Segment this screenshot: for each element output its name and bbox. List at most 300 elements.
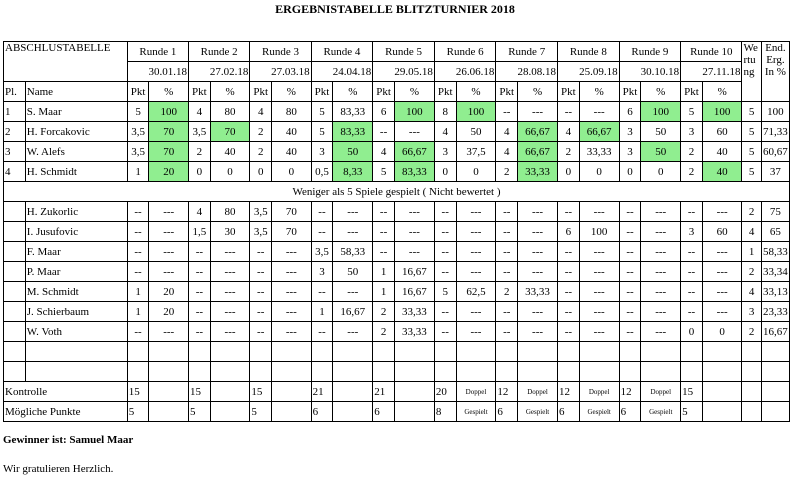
percent-cell: --- (579, 262, 619, 282)
empty-cell (619, 362, 641, 382)
points-cell: 4 (558, 122, 580, 142)
empty-cell (742, 382, 761, 402)
percent-cell-highlight: 33,33 (518, 162, 558, 182)
round-name: Runde 6 (434, 42, 496, 62)
points-cell: -- (434, 322, 456, 342)
percent-cell: --- (456, 302, 496, 322)
points-cell: -- (619, 302, 641, 322)
percent-cell: --- (333, 322, 373, 342)
wertung-cell: 1 (742, 242, 761, 262)
percent-cell: --- (641, 322, 681, 342)
points-cell: 2 (373, 322, 395, 342)
empty-cell (373, 362, 395, 382)
table-label: ABSCHLUSTABELLE (4, 42, 128, 82)
percent-cell: 70 (272, 222, 312, 242)
percent-cell: --- (641, 222, 681, 242)
summary-note (394, 382, 434, 402)
summary-value: 5 (250, 402, 272, 422)
summary-note (149, 382, 189, 402)
percent-cell: --- (641, 282, 681, 302)
percent-cell: 20 (149, 302, 189, 322)
round-date: 25.09.18 (558, 62, 620, 82)
not-rated-note: Weniger als 5 Spiele gespielt ( Nicht bewertet ) (4, 182, 790, 202)
points-cell: 5 (311, 102, 333, 122)
points-cell: 3 (619, 122, 641, 142)
empty-cell (394, 362, 434, 382)
summary-value: 12 (496, 382, 518, 402)
place-cell: 3 (4, 142, 26, 162)
points-cell: -- (373, 222, 395, 242)
empty-cell (25, 342, 127, 362)
empty-cell (25, 362, 127, 382)
empty-cell (311, 342, 333, 362)
points-cell: -- (250, 282, 272, 302)
points-cell: 2 (250, 142, 272, 162)
percent-cell: --- (456, 222, 496, 242)
percent-cell: --- (333, 202, 373, 222)
percent-cell: --- (579, 202, 619, 222)
points-cell: 4 (496, 122, 518, 142)
points-cell: -- (434, 202, 456, 222)
points-header: Pkt (311, 82, 333, 102)
percent-cell: 80 (210, 102, 250, 122)
percent-cell: 70 (272, 202, 312, 222)
player-name: H. Zukorlic (25, 202, 127, 222)
percent-cell: --- (702, 302, 742, 322)
percent-cell-highlight: 70 (149, 142, 189, 162)
percent-cell: --- (149, 222, 189, 242)
end-result-cell: 37 (761, 162, 789, 182)
end-result-cell: 75 (761, 202, 789, 222)
table-row (4, 282, 790, 302)
player-name: P. Maar (25, 262, 127, 282)
points-cell: -- (127, 202, 149, 222)
points-cell: -- (619, 222, 641, 242)
percent-cell: 40 (272, 122, 312, 142)
percent-cell: 100 (579, 222, 619, 242)
empty-cell (681, 362, 703, 382)
points-header: Pkt (496, 82, 518, 102)
round-date: 27.02.18 (189, 62, 250, 82)
possible-points-row-label: Mögliche Punkte (4, 402, 128, 422)
place-cell (4, 222, 26, 242)
table-row (4, 302, 790, 322)
points-cell: -- (434, 242, 456, 262)
points-cell: -- (189, 262, 211, 282)
points-cell: -- (496, 302, 518, 322)
percent-cell-highlight: 50 (333, 142, 373, 162)
empty-cell (558, 362, 580, 382)
empty-cell (496, 342, 518, 362)
percent-cell: 60 (702, 122, 742, 142)
points-cell: -- (619, 202, 641, 222)
round-name: Runde 1 (127, 42, 188, 62)
points-cell: 1,5 (189, 222, 211, 242)
percent-cell-highlight: 83,33 (333, 122, 373, 142)
empty-row (4, 342, 790, 362)
winner-text: Gewinner ist: Samuel Maar (3, 434, 134, 446)
empty-cell (311, 362, 333, 382)
percent-cell-highlight: 100 (394, 102, 434, 122)
points-cell: 5 (127, 102, 149, 122)
points-cell: 0 (681, 322, 703, 342)
empty-cell (702, 342, 742, 362)
points-cell: -- (434, 262, 456, 282)
percent-cell: 40 (272, 142, 312, 162)
points-cell: 5 (311, 122, 333, 142)
wertung-header: Wertung (742, 42, 761, 102)
empty-cell (272, 342, 312, 362)
percent-cell: --- (641, 242, 681, 262)
empty-cell (250, 342, 272, 362)
empty-cell (681, 342, 703, 362)
empty-cell (394, 342, 434, 362)
summary-value: 15 (127, 382, 149, 402)
name-header: Name (25, 82, 127, 102)
points-cell: 4 (250, 102, 272, 122)
percent-header: % (641, 82, 681, 102)
summary-value: 12 (558, 382, 580, 402)
percent-cell: 30 (210, 222, 250, 242)
percent-cell: --- (149, 322, 189, 342)
summary-note (272, 382, 312, 402)
percent-cell: --- (210, 302, 250, 322)
summary-value: 15 (681, 382, 703, 402)
summary-value: 6 (496, 402, 518, 422)
points-cell: -- (434, 302, 456, 322)
player-name: S. Maar (25, 102, 127, 122)
summary-value: 6 (558, 402, 580, 422)
wertung-cell: 5 (742, 162, 761, 182)
points-cell: 1 (311, 302, 333, 322)
table-row (4, 322, 790, 342)
points-cell: 2 (250, 122, 272, 142)
empty-cell (518, 342, 558, 362)
player-name: W. Alefs (25, 142, 127, 162)
points-cell: 4 (189, 202, 211, 222)
empty-cell (761, 382, 789, 402)
wertung-cell: 5 (742, 122, 761, 142)
empty-cell (149, 342, 189, 362)
round-name: Runde 2 (189, 42, 250, 62)
points-cell: -- (189, 282, 211, 302)
percent-cell: 80 (272, 102, 312, 122)
percent-cell-highlight: 100 (149, 102, 189, 122)
wertung-cell: 3 (742, 302, 761, 322)
points-cell: -- (558, 102, 580, 122)
header-row-columns (4, 82, 790, 102)
percent-cell: 0 (210, 162, 250, 182)
points-cell: -- (311, 202, 333, 222)
percent-cell-highlight: 100 (641, 102, 681, 122)
points-header: Pkt (373, 82, 395, 102)
round-name: Runde 9 (619, 42, 681, 62)
percent-cell: 0 (579, 162, 619, 182)
player-name: H. Schmidt (25, 162, 127, 182)
points-cell: 5 (373, 162, 395, 182)
percent-cell: 33,33 (394, 302, 434, 322)
place-cell: 2 (4, 122, 26, 142)
end-result-cell: 33,13 (761, 282, 789, 302)
empty-cell (456, 362, 496, 382)
player-name: F. Maar (25, 242, 127, 262)
percent-cell: 40 (702, 142, 742, 162)
place-cell (4, 322, 26, 342)
table-row (4, 102, 790, 122)
summary-note (210, 402, 250, 422)
percent-header: % (272, 82, 312, 102)
percent-cell: 20 (149, 282, 189, 302)
points-cell: 2 (189, 142, 211, 162)
place-cell (4, 202, 26, 222)
round-date: 30.10.18 (619, 62, 681, 82)
percent-cell: --- (579, 282, 619, 302)
percent-header: % (579, 82, 619, 102)
percent-cell: --- (641, 202, 681, 222)
percent-cell: 40 (210, 142, 250, 162)
points-cell: 4 (189, 102, 211, 122)
empty-cell (742, 402, 761, 422)
points-cell: -- (681, 302, 703, 322)
empty-cell (619, 342, 641, 362)
points-cell: 3 (619, 142, 641, 162)
percent-header: % (702, 82, 742, 102)
table-row (4, 162, 790, 182)
end-result-cell: 100 (761, 102, 789, 122)
points-cell: 4 (373, 142, 395, 162)
points-cell: 6 (558, 222, 580, 242)
percent-cell: --- (518, 102, 558, 122)
points-cell: 2 (496, 162, 518, 182)
player-name: J. Schierbaum (25, 302, 127, 322)
percent-cell: --- (702, 242, 742, 262)
percent-cell: 80 (210, 202, 250, 222)
summary-value: 5 (189, 402, 211, 422)
summary-value: 6 (373, 402, 395, 422)
points-cell: -- (619, 262, 641, 282)
round-date: 28.08.18 (496, 62, 558, 82)
end-result-cell: 58,33 (761, 242, 789, 262)
table-row (4, 262, 790, 282)
points-cell: 3,5 (311, 242, 333, 262)
points-cell: 0 (434, 162, 456, 182)
percent-cell-highlight: 70 (149, 122, 189, 142)
round-date: 30.01.18 (127, 62, 188, 82)
percent-cell-highlight: 20 (149, 162, 189, 182)
empty-cell (127, 362, 149, 382)
place-cell (4, 302, 26, 322)
points-cell: -- (373, 122, 395, 142)
percent-cell-highlight: 100 (702, 102, 742, 122)
summary-note (210, 382, 250, 402)
percent-header: % (333, 82, 373, 102)
percent-cell: 16,67 (394, 282, 434, 302)
percent-cell: --- (456, 262, 496, 282)
round-name: Runde 3 (250, 42, 311, 62)
round-name: Runde 7 (496, 42, 558, 62)
percent-header: % (394, 82, 434, 102)
header-row-rounds (4, 42, 790, 62)
round-name: Runde 8 (558, 42, 620, 62)
percent-cell: --- (579, 102, 619, 122)
points-cell: -- (681, 202, 703, 222)
summary-value: 20 (434, 382, 456, 402)
points-cell: 2 (373, 302, 395, 322)
congrats-text: Wir gratulieren Herzlich. (3, 463, 114, 475)
empty-cell (4, 362, 26, 382)
percent-cell: --- (518, 202, 558, 222)
player-name: H. Forcakovic (25, 122, 127, 142)
percent-cell-highlight: 8,33 (333, 162, 373, 182)
percent-cell: --- (641, 262, 681, 282)
round-date: 24.04.18 (311, 62, 373, 82)
points-cell: -- (373, 202, 395, 222)
points-header: Pkt (189, 82, 211, 102)
wertung-cell: 4 (742, 222, 761, 242)
percent-header: % (518, 82, 558, 102)
summary-note: Gespielt (579, 402, 619, 422)
empty-cell (272, 362, 312, 382)
points-cell: -- (189, 322, 211, 342)
points-cell: -- (496, 102, 518, 122)
percent-cell-highlight: 66,67 (579, 122, 619, 142)
empty-cell (579, 342, 619, 362)
empty-cell (761, 402, 789, 422)
round-date: 27.11.18 (681, 62, 742, 82)
percent-cell: 0 (272, 162, 312, 182)
percent-cell: --- (333, 222, 373, 242)
points-cell: 2 (496, 282, 518, 302)
percent-cell: 83,33 (333, 102, 373, 122)
points-cell: 8 (434, 102, 456, 122)
percent-cell: --- (394, 242, 434, 262)
table-row (4, 222, 790, 242)
points-cell: -- (311, 282, 333, 302)
end-result-cell: 71,33 (761, 122, 789, 142)
percent-cell: --- (272, 302, 312, 322)
possible-points-row (4, 402, 790, 422)
points-cell: 0 (250, 162, 272, 182)
points-cell: 5 (434, 282, 456, 302)
end-result-cell: 16,67 (761, 322, 789, 342)
percent-cell: 50 (641, 122, 681, 142)
end-result-cell: 23,33 (761, 302, 789, 322)
empty-cell (210, 342, 250, 362)
percent-cell: --- (579, 322, 619, 342)
points-cell: 4 (496, 142, 518, 162)
round-name: Runde 4 (311, 42, 373, 62)
points-header: Pkt (250, 82, 272, 102)
wertung-cell: 5 (742, 142, 761, 162)
points-cell: 0,5 (311, 162, 333, 182)
empty-cell (189, 342, 211, 362)
percent-cell: --- (210, 322, 250, 342)
percent-cell-highlight: 83,33 (394, 162, 434, 182)
empty-row (4, 362, 790, 382)
end-result-cell: 65 (761, 222, 789, 242)
summary-note (272, 402, 312, 422)
summary-value: 15 (189, 382, 211, 402)
points-cell: -- (189, 302, 211, 322)
empty-cell (434, 362, 456, 382)
place-header: Pl. (4, 82, 26, 102)
points-cell: 1 (127, 162, 149, 182)
points-cell: 2 (681, 162, 703, 182)
percent-cell-highlight: 70 (210, 122, 250, 142)
percent-cell: 33,33 (518, 282, 558, 302)
points-cell: 1 (373, 262, 395, 282)
percent-cell: --- (210, 262, 250, 282)
percent-cell: 0 (641, 162, 681, 182)
points-header: Pkt (127, 82, 149, 102)
percent-cell: --- (394, 202, 434, 222)
summary-note: Doppel (641, 382, 681, 402)
points-cell: -- (496, 222, 518, 242)
empty-cell (189, 362, 211, 382)
points-cell: 3,5 (250, 222, 272, 242)
points-cell: 3 (434, 142, 456, 162)
points-header: Pkt (434, 82, 456, 102)
summary-value: 6 (619, 402, 641, 422)
percent-cell: --- (579, 302, 619, 322)
round-date: 26.06.18 (434, 62, 496, 82)
empty-cell (742, 342, 761, 362)
points-cell: -- (127, 262, 149, 282)
empty-cell (558, 342, 580, 362)
percent-cell: --- (456, 202, 496, 222)
points-cell: -- (434, 222, 456, 242)
percent-header: % (149, 82, 189, 102)
empty-cell (434, 342, 456, 362)
empty-cell (761, 362, 789, 382)
points-cell: 0 (619, 162, 641, 182)
table-row (4, 142, 790, 162)
percent-cell: 37,5 (456, 142, 496, 162)
percent-cell: --- (210, 242, 250, 262)
percent-cell: --- (702, 202, 742, 222)
points-header: Pkt (681, 82, 703, 102)
percent-cell: --- (272, 262, 312, 282)
points-cell: 3 (681, 122, 703, 142)
percent-cell: --- (333, 282, 373, 302)
percent-cell: 50 (333, 262, 373, 282)
empty-cell (250, 362, 272, 382)
percent-cell: --- (149, 262, 189, 282)
points-cell: -- (189, 242, 211, 262)
table-row (4, 122, 790, 142)
points-cell: 5 (681, 102, 703, 122)
summary-note (702, 402, 742, 422)
summary-note: Doppel (456, 382, 496, 402)
points-cell: -- (619, 242, 641, 262)
end-result-header: End. Erg. In % (761, 42, 789, 102)
points-cell: 0 (558, 162, 580, 182)
summary-note (333, 382, 373, 402)
summary-value: 12 (619, 382, 641, 402)
empty-cell (373, 342, 395, 362)
summary-note (149, 402, 189, 422)
empty-cell (702, 362, 742, 382)
wertung-cell: 4 (742, 282, 761, 302)
percent-cell: --- (702, 282, 742, 302)
percent-cell-highlight: 50 (641, 142, 681, 162)
percent-cell-highlight: 40 (702, 162, 742, 182)
round-date: 29.05.18 (373, 62, 435, 82)
summary-value: 5 (127, 402, 149, 422)
percent-cell: --- (518, 242, 558, 262)
summary-note: Doppel (518, 382, 558, 402)
points-cell: -- (558, 302, 580, 322)
